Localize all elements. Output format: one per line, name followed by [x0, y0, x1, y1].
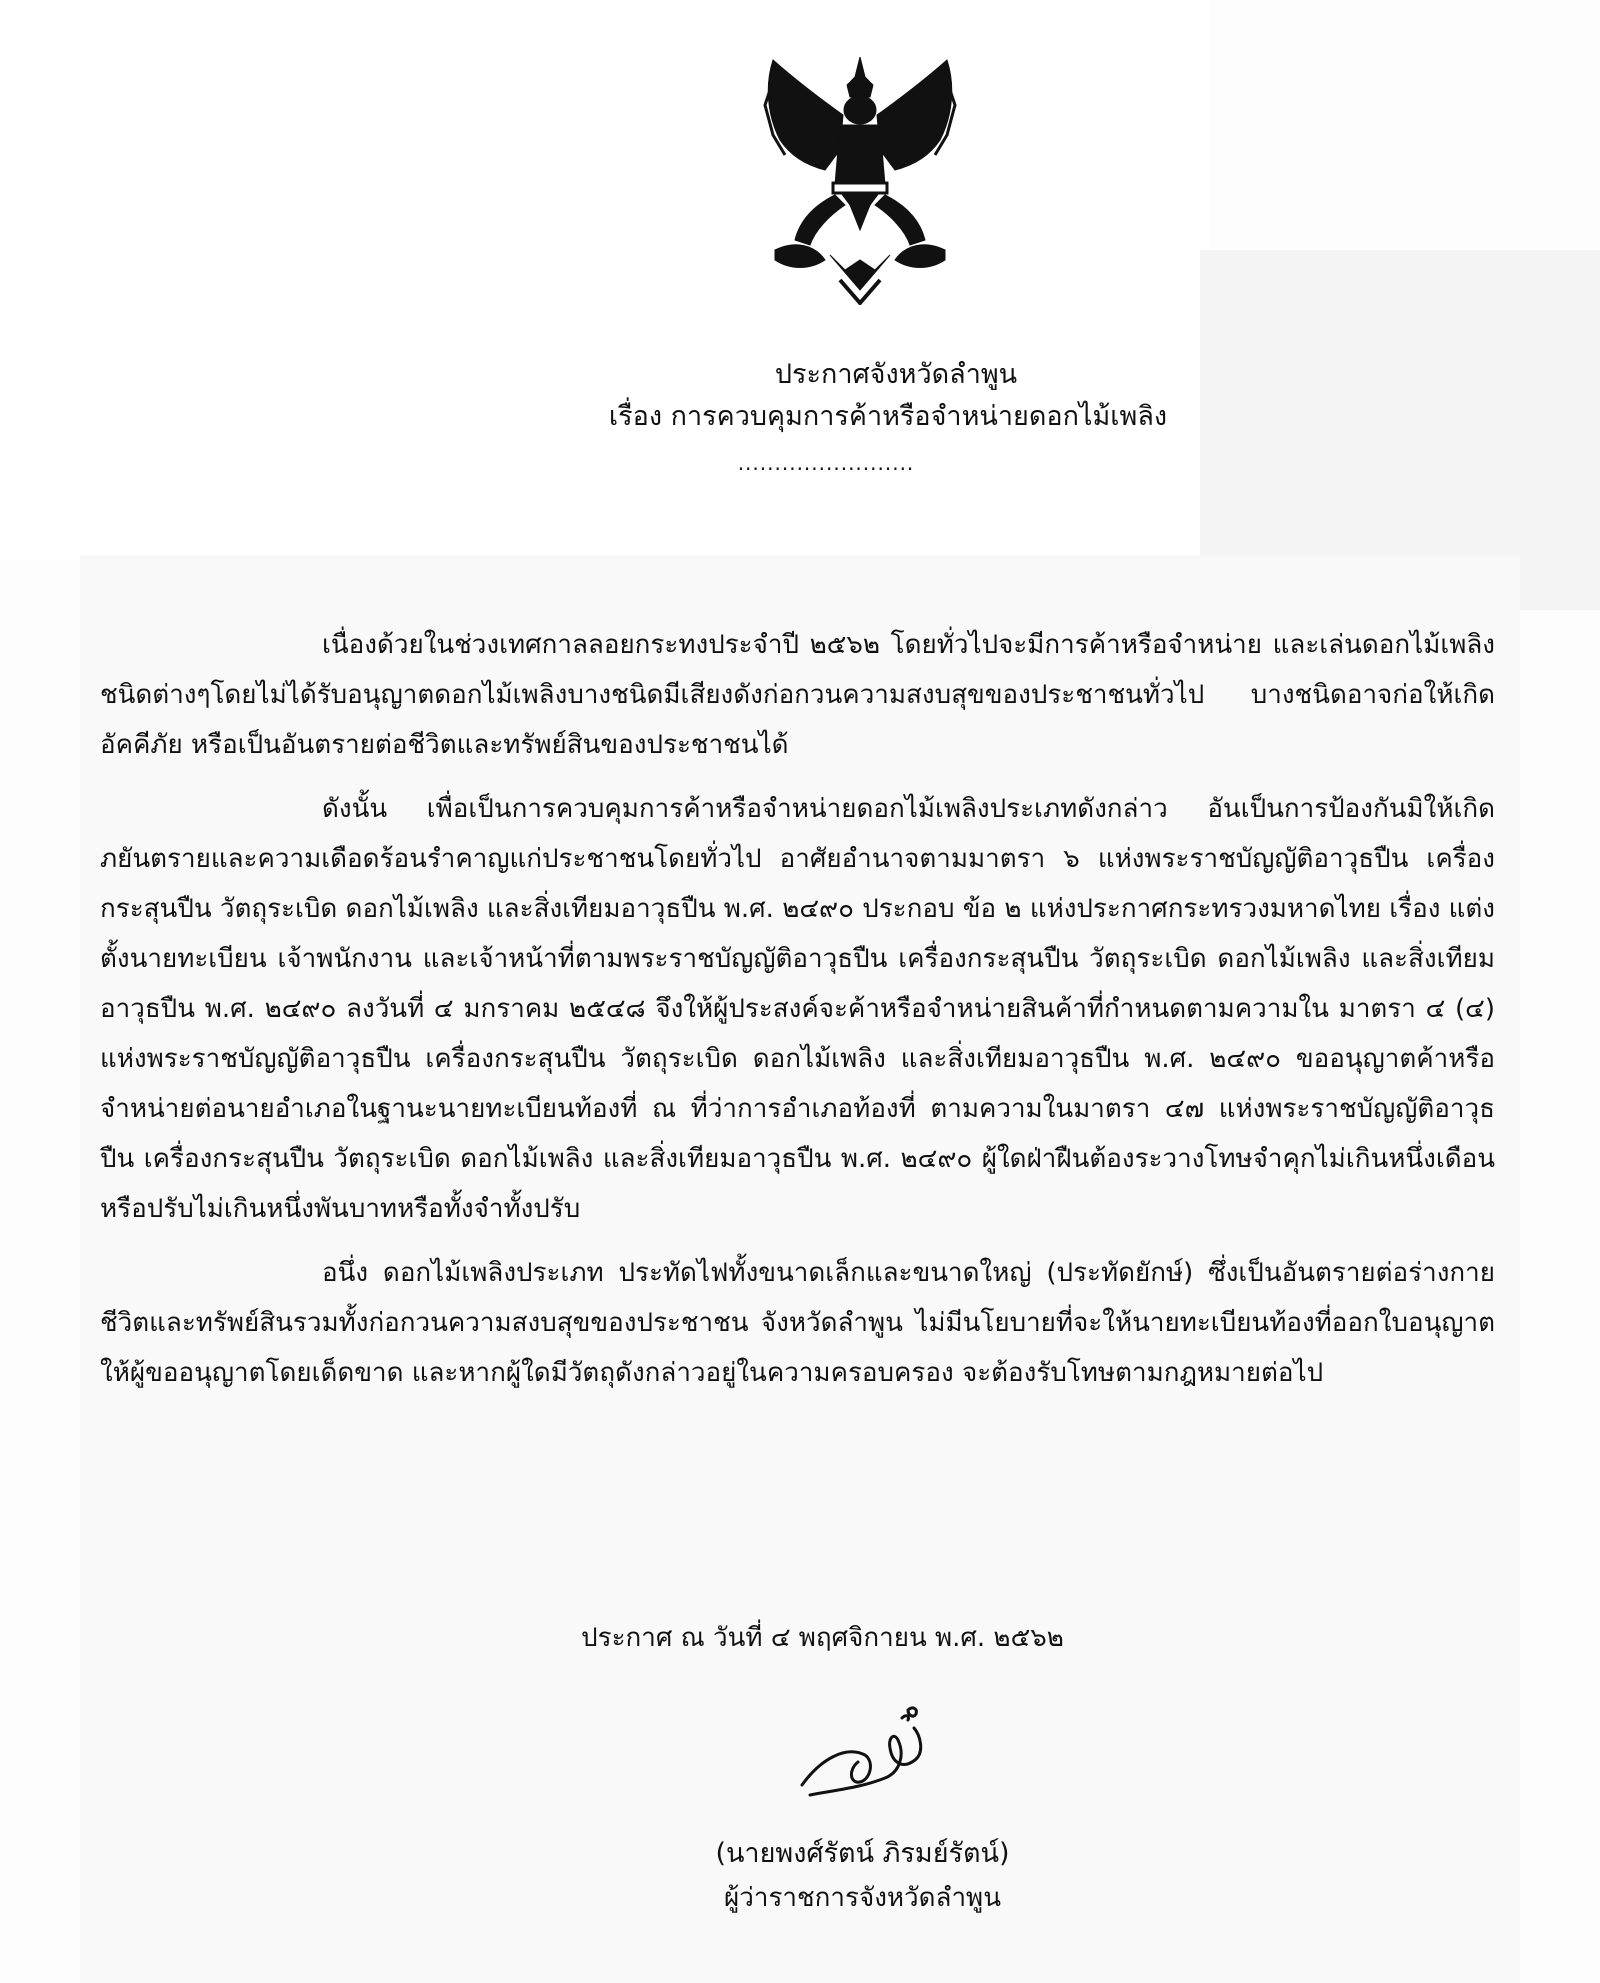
paragraph: อนึ่ง ดอกไม้เพลิงประเภท ประทัดไฟทั้งขนาดเล็กและขนาดใหญ่ (ประทัดยักษ์) ซึ่งเป็นอันตรายต่อร่างกาย ชีวิตและทรัพย์สินรวมทั้งก่อกวนความสงบสุขของประชาชน จังหวัดลำพูน ไม่มีนโยบายที่จะให้นายทะเบียนท้องที่ออกใบอนุญาตให้ผู้ขออนุญาตโดยเด็ดขาด และหากผู้ใดมีวัตถุดังกล่าวอยู่ในความครอบครอง จะต้องรับโทษตามกฎหมายต่อไป — [100, 1258, 1495, 1388]
document-body — [100, 620, 1495, 1412]
announcement-date: ประกาศ ณ วันที่ ๔ พฤศจิกายน พ.ศ. ๒๕๖๒ — [581, 1623, 1064, 1653]
garuda-emblem-icon — [745, 55, 975, 305]
signature-image — [790, 1700, 960, 1810]
paragraph: ดังนั้น เพื่อเป็นการควบคุมการค้าหรือจำหน่ายดอกไม้เพลิงประเภทดังกล่าว อันเป็นการป้องกันมิให้เกิดภยันตรายและความเดือดร้อนรำคาญแก่ประชาชนโดยทั่วไป อาศัยอำนาจตามมาตรา ๖ แห่งพระราชบัญญัติอาวุธปืน เครื่องกระสุนปืน วัตถุระเบิด ดอกไม้เพลิง และสิ่งเทียมอาวุธปืน พ.ศ. ๒๔๙๐ ประกอบ ข้อ ๒ แห่งประกาศกระทรวงมหาดไทย เรื่อง แต่งตั้งนายทะเบียน เจ้าพนักงาน และเจ้าหน้าที่ตามพระราชบัญญัติอาวุธปืน เครื่องกระสุนปืน วัตถุระเบิด ดอกไม้เพลิง และสิ่งเทียมอาวุธปืน พ.ศ. ๒๔๙๐ ลงวันที่ ๔ มกราคม ๒๕๔๘ จึงให้ผู้ประสงค์จะค้าหรือจำหน่ายสินค้าที่กำหนดตามความใน มาตรา ๔ (๔) แห่งพระราชบัญญัติอาวุธปืน เครื่องกระสุนปืน วัตถุระเบิด ดอกไม้เพลิง และสิ่งเทียมอาวุธปืน พ.ศ. ๒๔๙๐ ขออนุญาตค้าหรือจำหน่ายต่อนายอำเภอในฐานะนายทะเบียนท้องที่ ณ ที่ว่าการอำเภอท้องที่ ตามความในมาตรา ๔๗ แห่งพระราชบัญญัติอาวุธปืน เครื่องกระสุนปืน วัตถุระเบิด ดอกไม้เพลิง และสิ่งเทียมอาวุธปืน พ.ศ. ๒๔๙๐ ผู้ใดฝ่าฝืนต้องระวางโทษจำคุกไม่เกินหนึ่งเดือนหรือปรับไม่เกินหนึ่งพันบาทหรือทั้งจำทั้งปรับ — [100, 794, 1495, 1224]
paragraph: เนื่องด้วยในช่วงเทศกาลลอยกระทงประจำปี ๒๕๖๒ โดยทั่วไปจะมีการค้าหรือจำหน่าย และเล่นดอกไม้เพลิงชนิดต่างๆโดยไม่ได้รับอนุญาตดอกไม้เพลิงบางชนิดมีเสียงดังก่อกวนความสงบสุขของประชาชนทั่วไป บางชนิดอาจก่อให้เกิดอัคคีภัย หรือเป็นอันตรายต่อชีวิตและทรัพย์สินของประชาชนได้ — [100, 630, 1495, 760]
document-title: ประกาศจังหวัดลำพูน — [774, 359, 1018, 390]
title-separator: ........................ — [737, 451, 915, 475]
signer-title: ผู้ว่าราชการจังหวัดลำพูน — [724, 1883, 1001, 1913]
signer-name: (นายพงศ์รัตน์ ภิรมย์รัตน์) — [715, 1838, 1010, 1869]
document-subject: เรื่อง การควบคุมการค้าหรือจำหน่ายดอกไม้เพลิง — [608, 401, 1168, 432]
